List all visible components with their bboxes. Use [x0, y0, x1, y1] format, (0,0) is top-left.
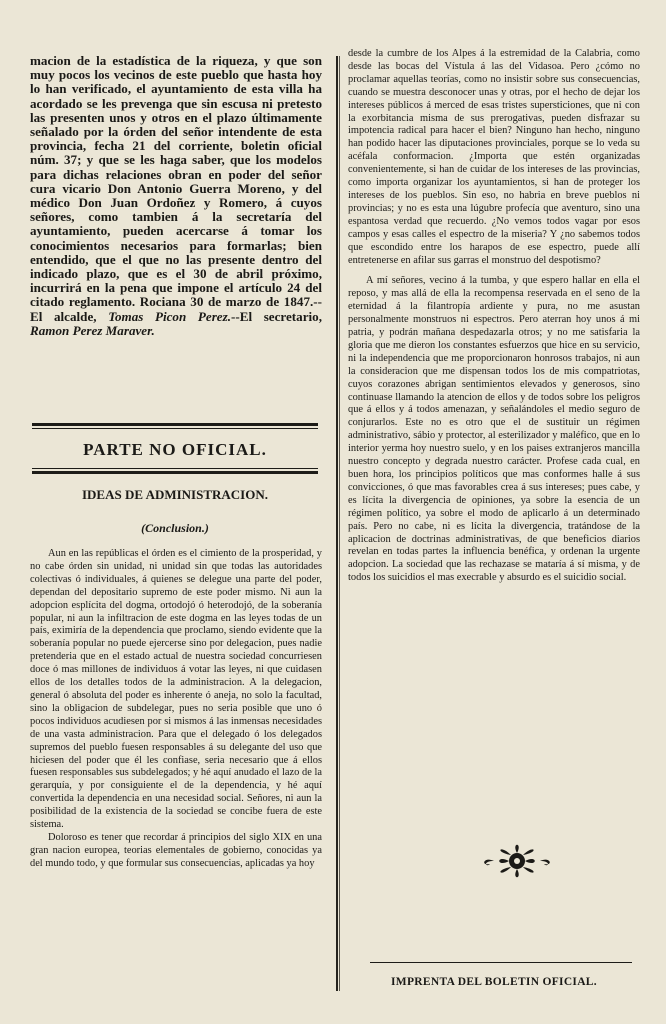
secretario-signature: Ramon Perez Maraver.: [30, 322, 155, 338]
secretario-label: --El secretario,: [230, 308, 322, 324]
section-title: PARTE NO OFICIAL.: [83, 440, 267, 459]
conclusion-label: (Conclusion.): [141, 521, 209, 535]
notice-paragraph: [30, 54, 322, 338]
section-separator-bottom: [32, 468, 318, 476]
imprint-rule: [370, 962, 632, 963]
column-divider-thin: [339, 56, 340, 991]
article-paragraph-2: Doloroso es tener que recordar á principios del siglo XIX en una gran nacion europea, teorias elementales de gobierno, conocidas ya del mundo todo, y que formular sus consecuencias, aplicadas ya hoy: [30, 831, 322, 869]
article-paragraph-3: desde la cumbre de los Alpes á la estremidad de la Calabria, como desde las bocas del Vístula á las del Vidasoa. Pero ¿cómo no proclamar aquellas teorías, como no insistir sobre sus consecuencias, cuando se muestra desconocer unas y otras, por el hecho de dejar los intereses públicos á merced de esas tristes supersticiones, que ni con la exorbitancia misma de sus prerogativas, pueden disfrazar su impotencia radical para hacer el bien? Ninguno han hecho, ninguno han podido hacer las diputaciones provinciales, porque se lo veda su acéfala conformacion. ¿Importa que estén organizadas convenientemente, si han de cuidar de los intereses de las provincias, como importa organizar los ayuntamientos, si han de proteger los intereses de los pueblos. Sin eso, no habria en breve pueblos ni provincias; y no es esta una lúgubre profecía que aventuro, sino una espantosa verdad que recuerdo. ¿No vemos todos vagar por esos campos y esas calles el espectro de la miseria? Y ¿no sabemos todos que escondido entre los harapos de ese espectro, puede allí entretenerse en afilar sus garras el monstruo del despotismo?: [348, 48, 640, 266]
notice-text: macion de la estadística de la riqueza, y que son muy pocos los vecinos de este pueblo que hasta hoy lo han verificado, el ayuntamiento de esta villa ha acordado se les prevenga que sin escusa ni pretesto las presenten unos y otros en el plazo últimamente señalado por la órden del señor intendente de esta provincia, fecha 21 del corriente, boletin oficial núm. 37; y que se les haga saber, que los modelos para dichas relaciones obran en poder del señor cura vicario Don Antonio Guerra Moreno, y del médico Don Juan Ordoñez y Romero, á cuyos señores, como tambien á la secretaría del ayuntamiento, pueden acercarse á tomar los conocimientos necesarios para formarlas; bien entendido, que el que no las presente dentro del indicado plazo, que es el 30 de abril próximo, incurrirá en la pena que impone el artículo 24 del citado reglamento. Rociana 30 de marzo de 1847.--El alcalde,: [30, 53, 322, 324]
imprint-footer: IMPRENTA DEL BOLETIN OFICIAL.: [391, 976, 597, 988]
left-article-body: [30, 548, 322, 871]
right-article-body: [348, 48, 640, 585]
column-divider: [336, 56, 338, 991]
article-paragraph-4: A mí señores, vecino á la tumba, y que espero hallar en ella el reposo, y mas allá de ella la recompensa reservada en el seno de la eternidad á la filantropía ardiente y pura, no me asustan personalmente monstruos ni espectros. Pero aterran hoy unos á mi patria, y podrán mañana despedazarla otros; y no me satisfaria la gloria que me dieron los constantes esfuerzos que hice en su servicio, ni la independencia que me proporcionaron honrosos trabajos, ni aun la consideracion que me dispensan todos los de mis compatriotas, cuyos corazones abrigan sentimientos elevados y generosos, sino continuase llamando la atencion de ellos y de todos sobre los peligros que á ellos y á todos amenazan, y señalándoles el medio seguro de conjurarlos. Este no es otro que el de sustituir un régimen administrativo, sábio y protector, al esterilizador y maléfico, que en lo interior yerma hoy nuestro suelo, y en los paises extranjeros mancilla nuestro concepto y degrada nuestro carácter. Profese cada cual, en buen hora, los principios políticos que mas conformes halle á sus convicciones, ó que mas favorables crea á sus intereses; pues cabe, y es lícita la divergencia de opiniones, ya sobre la esencia de un régimen político, ya sobre el modo de aplicarlo á un determinado país. Pero no cabe, ni es lícita la divergencia, tratándose de la aplicacion de doctrinas administrativas, de que beneficios diarios revelan en todas partes la influencia benéfica, y ordenan la urgente adopcion. La sociedad que las rechazase se mataría á sí misma, y de todos los suicidios el mas execrable y absurdo es el suicidio social.: [348, 275, 640, 584]
article-title: IDEAS DE ADMINISTRACION.: [81, 487, 268, 502]
left-notice: [30, 54, 322, 338]
alcalde-signature: Tomas Picon Perez.: [108, 308, 231, 324]
section-separator-top: [32, 423, 318, 429]
article-paragraph-1: Aun en las repúblicas el órden es el cimiento de la prosperidad, y no cabe órden sin unidad, ni unidad sin que todas las autoridades colectivas ó individuales, á quienes se delegue una parte del poder, dependan del depositario supremo de este poder mismo. Ni aun la adopcion esplícita del dogma, ortodojó ó heterodojó, de la soberanía popular, ni aun la infiltracion de este dogma en las leyes todas de un país, eximiría de la dependencia que proclamo, siendo evidente que la soberanía popular no puede ejercerse sino por delegacion, pues nadie pretenderia que en el estado actual de nuestra sociedad concurriesen doce ó mas millones de individuos á votar las leyes, ni que cuidasen ellos de los detalles todos de la administracion. A la delegacion, general ó absoluta del poder es inherente ó aneja, no solo la facultad, sino la obligacion de subdelegar, pues no seria posible que uno ó pocos individuos acudiesen por si mismos á las inmensas necesidades de una vasta administracion. Para que el delegado ó los delegados supremos del pueblo fuesen responsables á su delegante del uso que hiciesen del poder que él les confiase, seria necesario que á ellos fuesen responsables sus subdelegados; y hé aquí anudado el lazo de la gerarquía, y por consiguiente el de la dependencia, y hé aquí convertida la dependencia en una necesidad social. Señores, ni aun la posibilidad de la existencia de la sociedad se concibe fuera de este sistema.: [30, 548, 322, 831]
floral-ornament: [478, 834, 556, 888]
